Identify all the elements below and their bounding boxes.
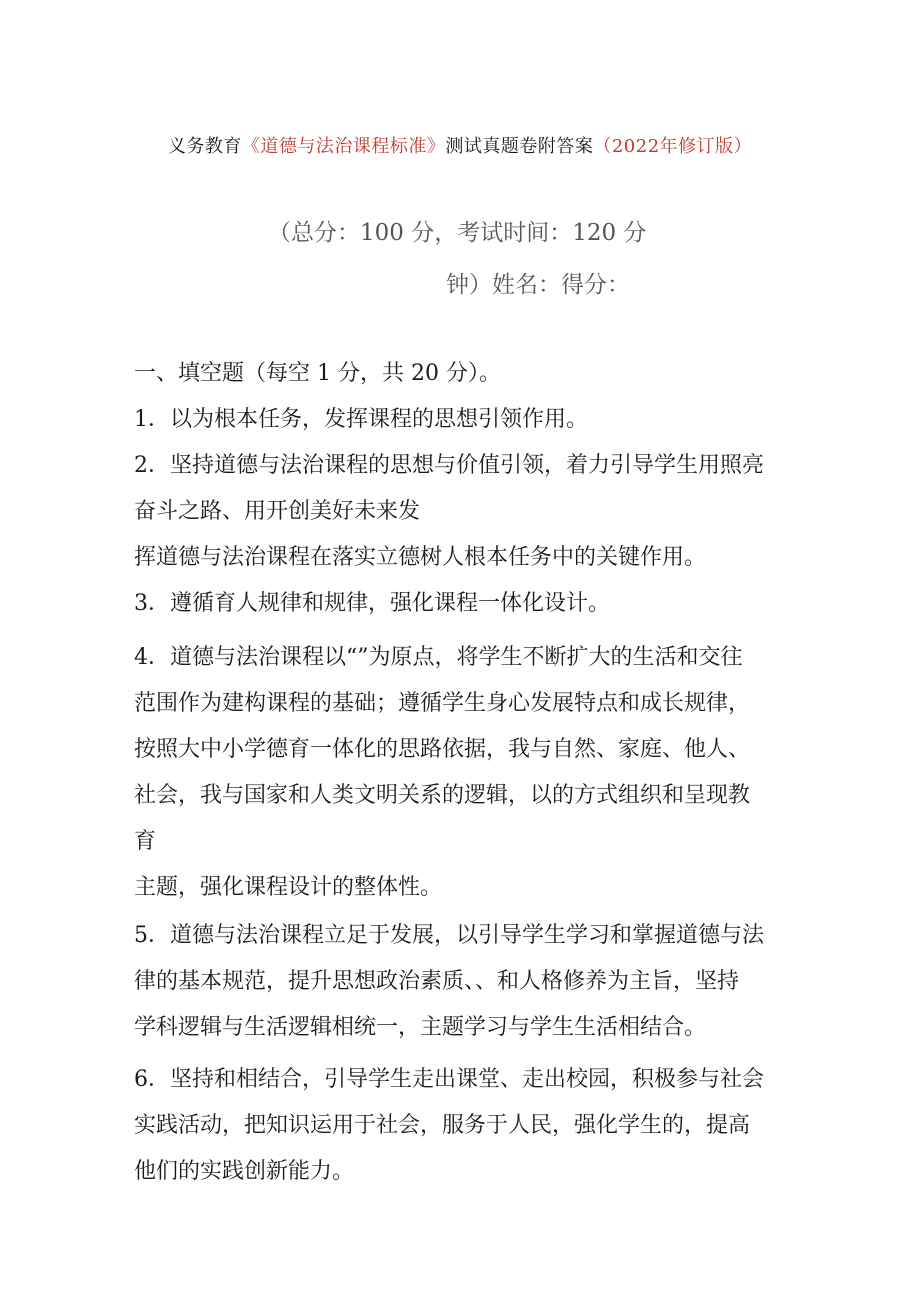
question-line: 3．遵循育人规律和规律，强化课程一体化设计。 <box>134 591 610 616</box>
question-line: 5．道德与法治课程立足于发展，以引导学生学习和掌握道德与法 <box>134 923 764 948</box>
document-title <box>0 132 920 158</box>
question-line: 律的基本规范，提升思想政治素质、、和人格修养为主旨，坚持 <box>134 969 740 994</box>
question-line: 主题，强化课程设计的整体性。 <box>134 875 443 900</box>
question-line: 范围作为建构课程的基础；遵循学生身心发展特点和成长规律， <box>134 691 751 716</box>
question-line: 社会，我与国家和人类文明关系的逻辑，以的方式组织和呈现教 <box>134 783 751 808</box>
question-line: 实践活动，把知识运用于社会，服务于人民，强化学生的，提高 <box>134 1113 751 1138</box>
exam-meta-line-2: 钟）姓名：得分： <box>446 272 630 298</box>
question-line: 按照大中小学德育一体化的思路依据，我与自然、家庭、他人、 <box>134 737 751 762</box>
question-line: 1．以为根本任务，发挥课程的思想引领作用。 <box>134 407 588 432</box>
question-line: 育 <box>134 829 157 854</box>
question-line: 挥道德与法治课程在落实立德树人根本任务中的关键作用。 <box>134 545 707 570</box>
exam-meta-line-1: （总分：100 分，考试时间：120 分 <box>268 220 647 246</box>
question-line: 他们的实践创新能力。 <box>134 1159 355 1184</box>
title-highlight: 《道德与法治课程标准》 <box>241 136 446 157</box>
title-prefix: 义务教育 <box>167 136 242 157</box>
question-line: 4．道德与法治课程以“”为原点，将学生不断扩大的生活和交往 <box>134 645 743 670</box>
question-line: 学科逻辑与生活逻辑相统一，主题学习与学生生活相结合。 <box>134 1015 707 1040</box>
question-line: 6．坚持和相结合，引导学生走出课堂、走出校园，积极参与社会 <box>134 1067 764 1092</box>
title-middle: 测试真题卷附答案 <box>445 136 594 157</box>
question-line: 2．坚持道德与法治课程的思想与价值引领，着力引导学生用照亮 <box>134 453 764 478</box>
question-line: 奋斗之路、用开创美好未来发 <box>134 499 421 524</box>
title-suffix: （2022年修订版） <box>593 136 753 157</box>
section-heading: 一、填空题（每空 1 分，共 20 分）。 <box>134 361 501 386</box>
